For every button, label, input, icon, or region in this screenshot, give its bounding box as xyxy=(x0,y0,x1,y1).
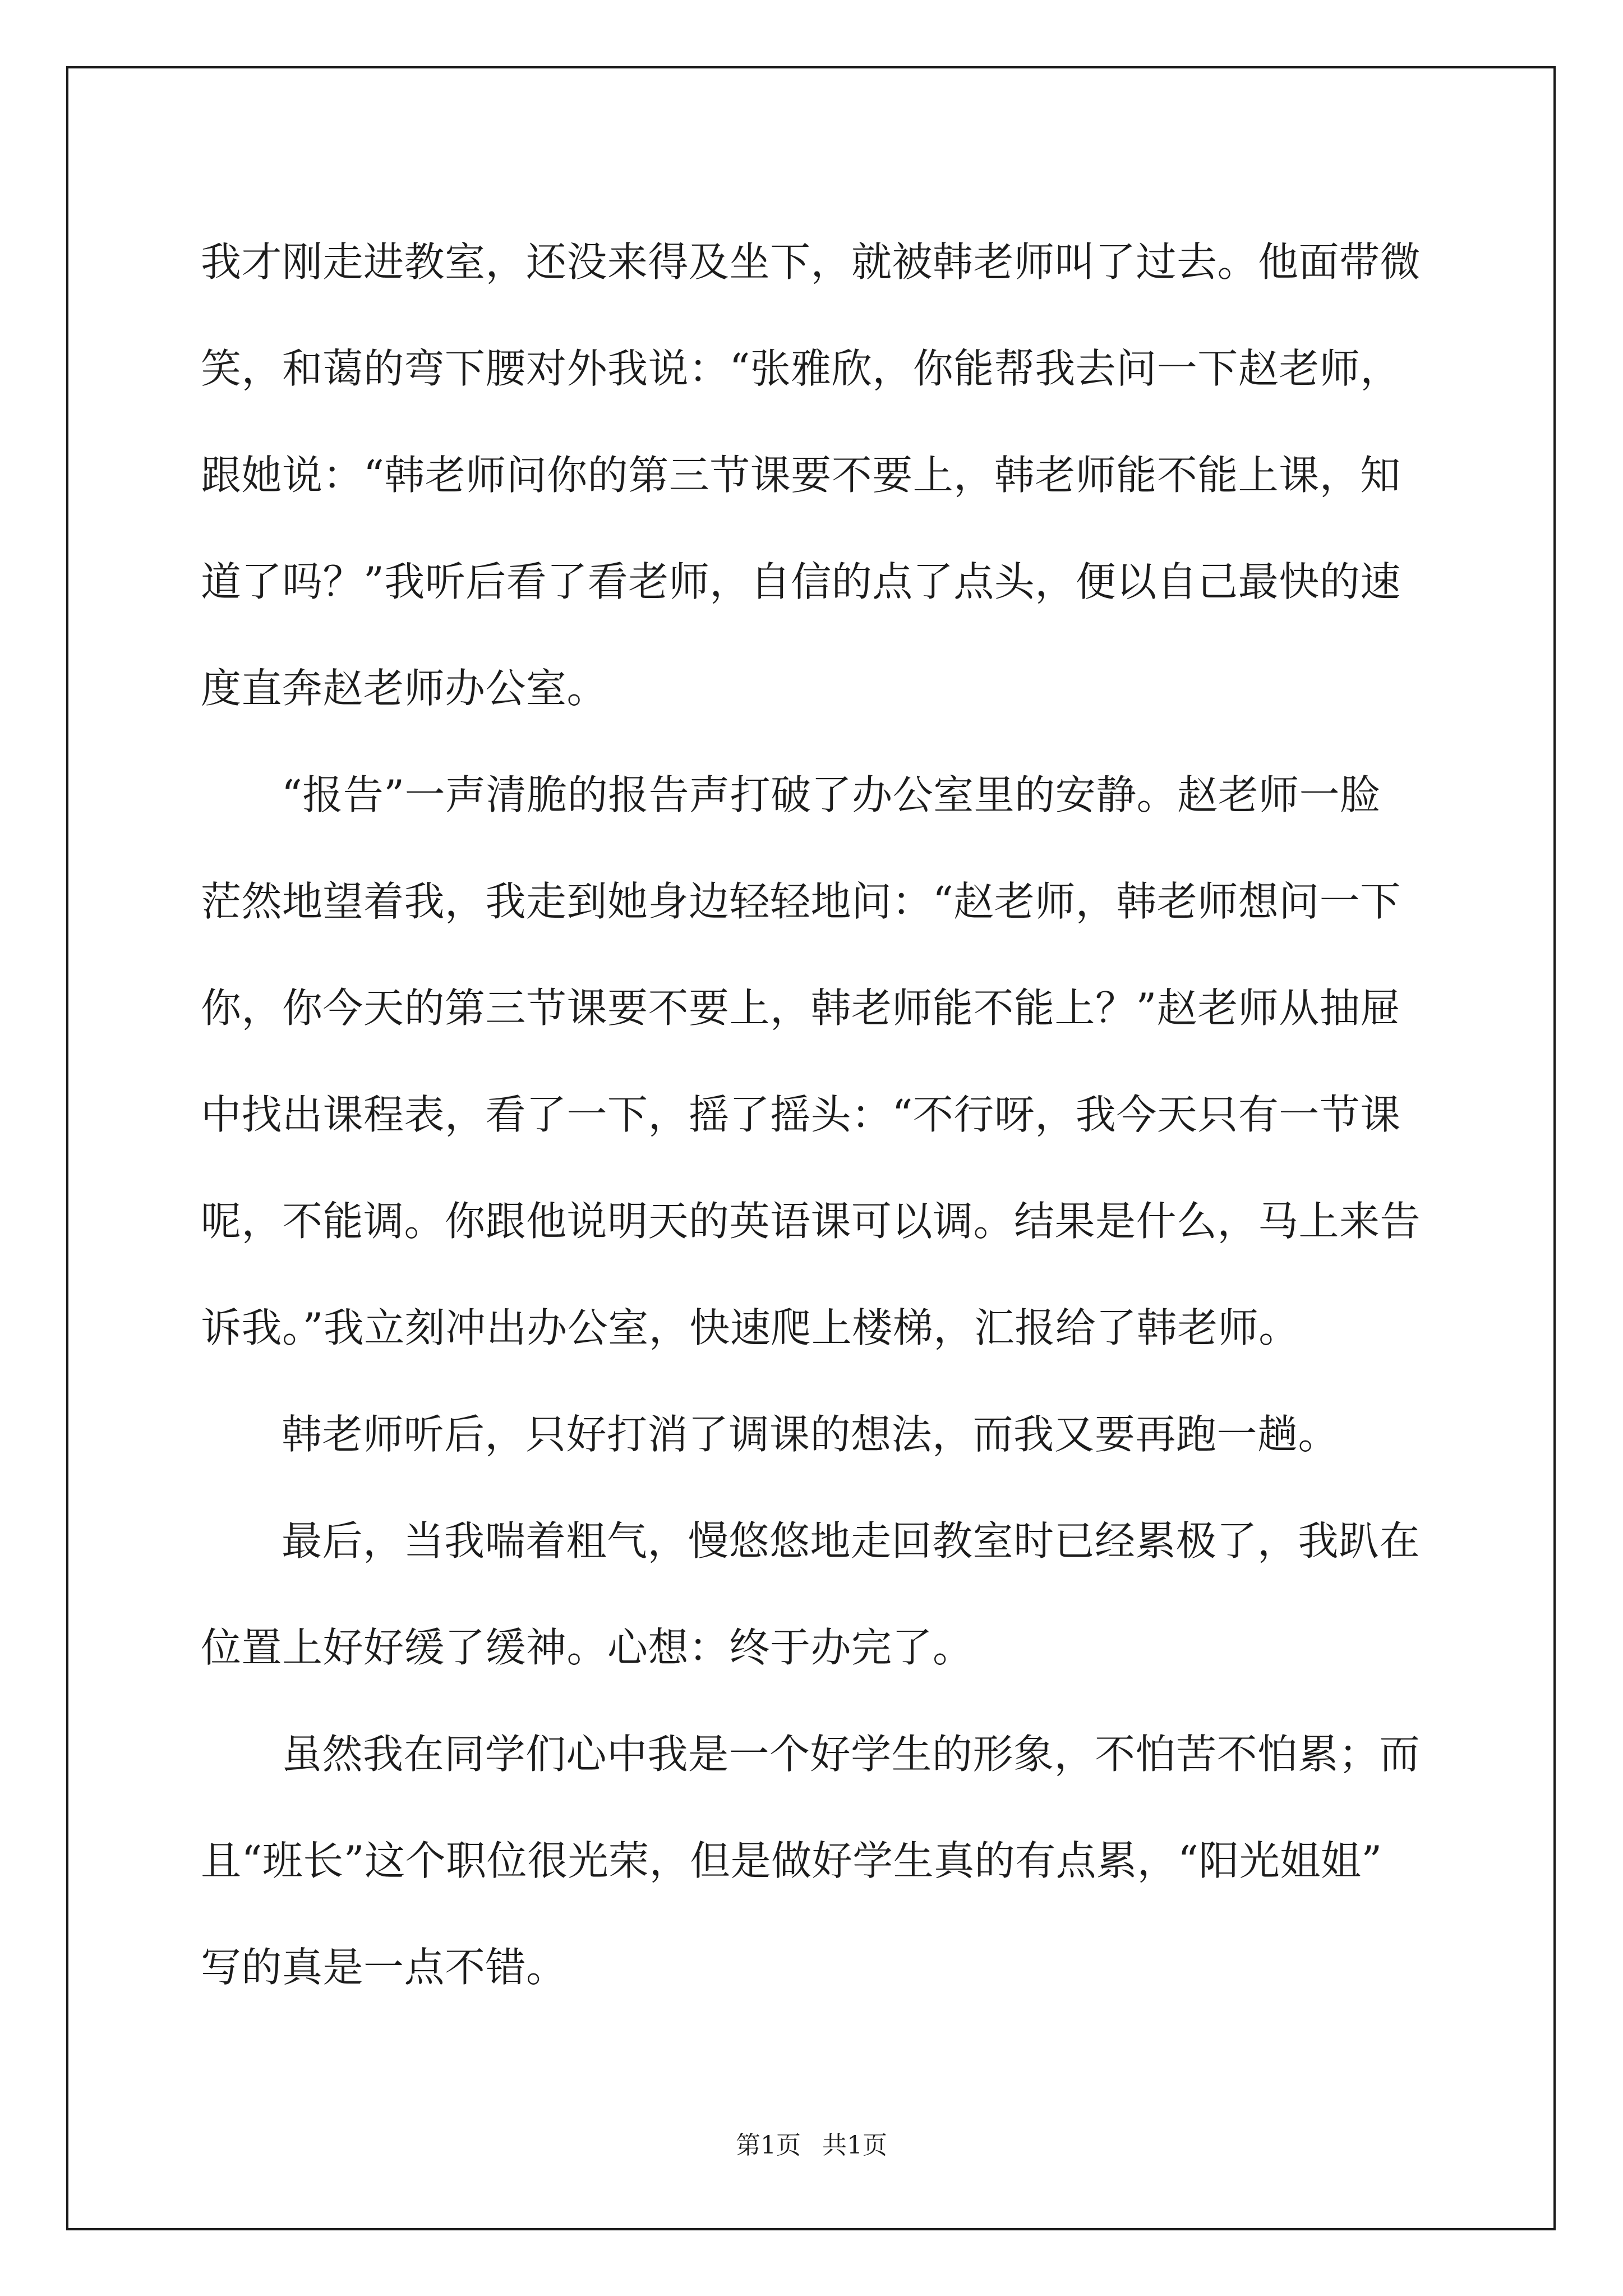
text-line: 我才刚走进教室，还没来得及坐下，就被韩老师叫了过去。他面带微 xyxy=(201,238,1421,286)
text-line: 诉我。”我立刻冲出办公室，快速爬上楼梯，汇报给了韩老师。 xyxy=(201,1304,1299,1351)
text-line: 你，你今天的第三节课要不要上，韩老师能不能上？”赵老师从抽屉 xyxy=(201,984,1401,1032)
text-line: 写的真是一点不错。 xyxy=(201,1944,567,1991)
paragraph-4 xyxy=(201,1488,1431,1701)
text-line: “报告”一声清脆的报告声打破了办公室里的安静。赵老师一脸 xyxy=(282,771,1381,818)
text-line-indented xyxy=(201,1701,1431,1807)
text-line: 茫然地望着我，我走到她身边轻轻地问：“赵老师，韩老师想问一下 xyxy=(201,878,1401,925)
paragraph-5 xyxy=(201,1701,1431,2021)
page-footer xyxy=(0,2125,1623,2161)
text-line: 度直奔赵老师办公室。 xyxy=(201,665,608,712)
document-body xyxy=(201,209,1431,2021)
text-line: 道了吗？”我听后看了看老师，自信的点了点头，便以自己最快的速 xyxy=(201,558,1401,605)
text-line: 呢，不能调。你跟他说明天的英语课可以调。结果是什么，马上来告 xyxy=(201,1198,1421,1245)
paragraph-2 xyxy=(201,742,1431,1381)
text-line: 且“班长”这个职位很光荣，但是做好学生真的有点累，“阳光姐姐” xyxy=(201,1837,1382,1884)
text-line-indented xyxy=(201,742,1431,848)
text-line: 最后，当我喘着粗气，慢悠悠地走回教室时已经累极了，我趴在 xyxy=(282,1517,1421,1565)
text-line-indented xyxy=(201,1488,1431,1594)
text-line: 笑，和蔼的弯下腰对外我说：“张雅欣，你能帮我去问一下赵老师， xyxy=(201,345,1401,392)
text-line: 位置上好好缓了缓神。心想：终于办完了。 xyxy=(201,1624,974,1671)
text-line-indented xyxy=(201,1381,1431,1488)
paragraph-1 xyxy=(201,209,1431,742)
page-total: 共1页 xyxy=(822,2131,887,2160)
paragraph-3 xyxy=(201,1381,1431,1488)
text-line: 虽然我在同学们心中我是一个好学生的形象，不怕苦不怕累；而 xyxy=(282,1731,1421,1778)
text-line: 跟她说：“韩老师问你的第三节课要不要上，韩老师能不能上课，知 xyxy=(201,452,1401,499)
text-line: 中找出课程表，看了一下，摇了摇头：“不行呀，我今天只有一节课 xyxy=(201,1091,1401,1138)
text-line: 韩老师听后，只好打消了调课的想法，而我又要再跑一趟。 xyxy=(282,1411,1339,1458)
page-number: 第1页 xyxy=(736,2131,801,2160)
